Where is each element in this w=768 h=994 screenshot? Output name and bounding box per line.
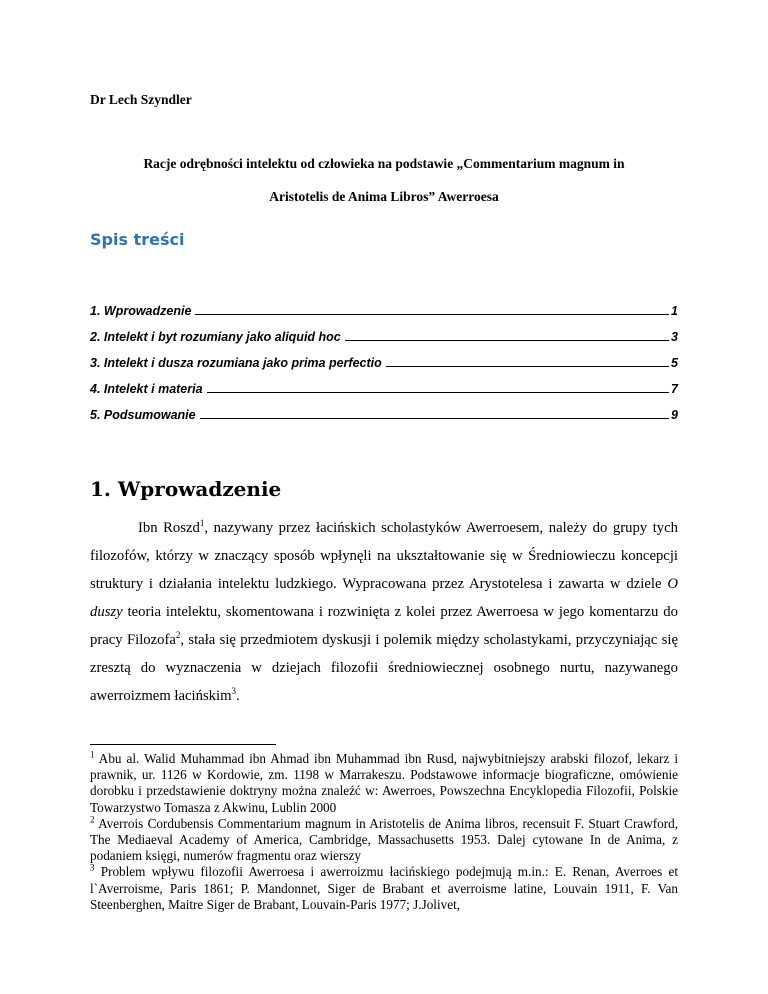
title-line-2: Aristotelis de Anima Libros” Awerroesa <box>269 189 499 204</box>
toc-entry-label: 5. Podsumowanie <box>90 408 196 422</box>
footnote-ref-1[interactable]: 1 <box>199 518 205 529</box>
body-paragraph <box>90 514 678 710</box>
author-name: Dr Lech Szyndler <box>90 92 192 107</box>
toc-entry-label: 4. Intelekt i materia <box>90 382 203 396</box>
footnote-number: 3 <box>90 863 95 874</box>
toc-entry-summary[interactable] <box>90 396 678 422</box>
toc-entry-prima-perfectio[interactable] <box>90 344 678 370</box>
toc-entry-label: 2. Intelekt i byt rozumiany jako aliquid hoc <box>90 330 341 344</box>
toc-entry-aliquid-hoc[interactable] <box>90 318 678 344</box>
footnote-text: Problem wpływu filozofii Awerroesa i awerroizmu łacińskiego podejmują m.in.: E. Renan, Averroes et l`Averroisme, Paris 1861; P. Mandonnet, Siger de Brabant et averroisme latine, Louvain 1911, F. Van Steenberghen, Maitre Siger de Brabant, Louvain-Paris 1977; J.Jolivet, <box>90 864 678 912</box>
document-title <box>90 147 678 213</box>
toc-leader <box>195 314 669 315</box>
toc-leader <box>207 392 669 393</box>
footnote-number: 1 <box>90 749 95 760</box>
toc-entry-label: 1. Wprowadzenie <box>90 304 192 318</box>
toc-entry-page: 1 <box>671 304 678 318</box>
toc-entry-page: 9 <box>671 408 678 422</box>
body-text-run: . <box>236 688 240 704</box>
toc-entry-page: 7 <box>671 382 678 396</box>
section-heading: 1. Wprowadzenie <box>90 477 282 501</box>
body-text-run: teoria intelektu, skomentowana i rozwinięta z kolei przez Awerroesa w jego komentarzu do pracy Filozofa <box>90 604 678 648</box>
footnote-2 <box>90 816 678 865</box>
title-line-1: Racje odrębności intelektu od człowieka na podstawie „Commentarium magnum in <box>143 156 625 171</box>
footnote-ref-3[interactable]: 3 <box>231 686 237 697</box>
body-text-italic: O duszy <box>90 576 678 620</box>
toc-entry-page: 5 <box>671 356 678 370</box>
toc-entry-introduction[interactable] <box>90 292 678 318</box>
footnote-separator <box>90 744 276 745</box>
footnote-3 <box>90 864 678 913</box>
toc-leader <box>386 366 669 367</box>
footnotes <box>90 751 678 913</box>
body-text-run: , nazywany przez łacińskich scholastyków Awerroesem, należy do grupy tych filozofów, którzy w znaczący sposób wpłynęli na ukształtowanie się w Średniowieczu koncepcji struktury i działania intelektu ludzkiego. Wypracowana przez Arystotelesa i zawarta w dziele <box>90 520 678 592</box>
toc-entry-label: 3. Intelekt i dusza rozumiana jako prima perfectio <box>90 356 382 370</box>
footnote-text: Abu al. Walid Muhammad ibn Ahmad ibn Muhammad ibn Rusd, najwybitniejszy arabski filozof, lekarz i prawnik, ur. 1126 w Kordowie, zm. 1198 w Marrakeszu. Podstawowe informacje biograficzne, omówienie dorobku i przedstawienie doktryny można znaleźć w: Awerroes, Powszechna Encyklopedia Filozofii, Polskie Towarzystwo Tomasza z Akwinu, Lublin 2000 <box>90 751 678 815</box>
footnote-ref-2[interactable]: 2 <box>175 630 181 641</box>
table-of-contents <box>90 292 678 422</box>
toc-leader <box>345 340 669 341</box>
toc-heading: Spis treści <box>90 230 185 249</box>
body-text-run: , stała się przedmiotem dyskusji i polemik między scholastykami, przyczyniając się zresztą do wyznaczenia w dziejach filozofii średniowiecznej osobnego nurtu, nazywanego awerroizmem łacińskim <box>90 632 678 704</box>
footnote-number: 2 <box>90 814 95 825</box>
footnote-text: Averrois Cordubensis Commentarium magnum in Aristotelis de Anima libros, recensuit F. Stuart Crawford, The Mediaeval Academy of America, Cambridge, Massachusetts 1953. Dalej cytowane In de Anima, z podaniem księgi, numerów fragmentu oraz wierszy <box>90 815 678 864</box>
toc-entry-page: 3 <box>671 330 678 344</box>
body-text-run: Ibn Roszd <box>138 520 200 536</box>
toc-leader <box>200 418 669 419</box>
footnote-1 <box>90 751 678 816</box>
toc-entry-materia[interactable] <box>90 370 678 396</box>
